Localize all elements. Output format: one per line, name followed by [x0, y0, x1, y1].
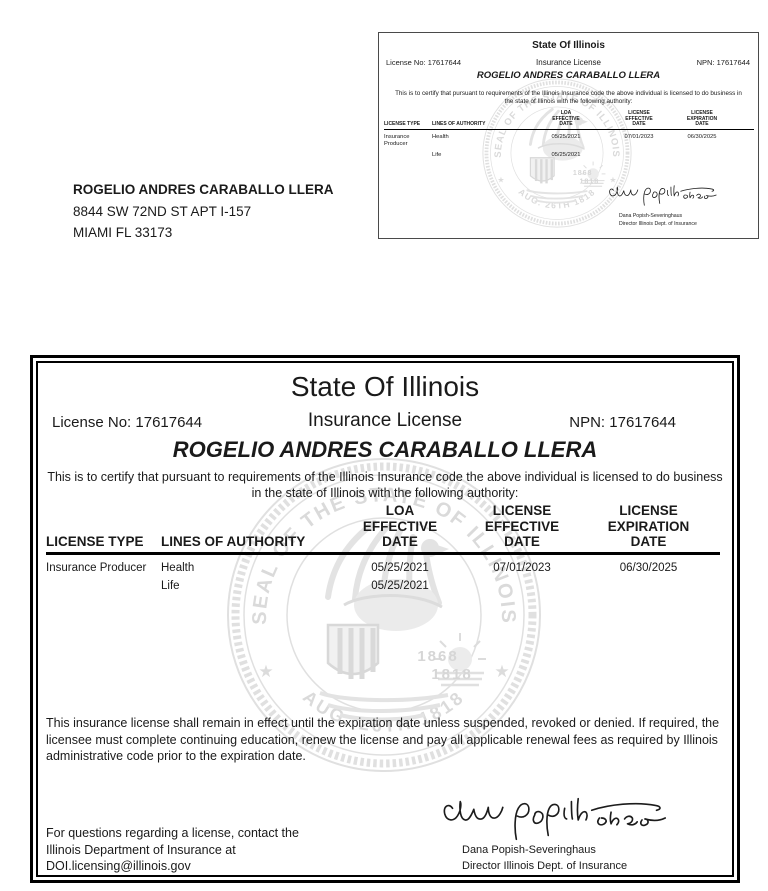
cert-authority-table [46, 503, 720, 593]
card-state-title: State Of Illinois [532, 40, 605, 51]
cert-state-title: State Of Illinois [290, 371, 480, 402]
card-col-loa-effective-date: LOA EFFECTIVE DATE [552, 110, 580, 128]
card-license-number: License No: 17617644 [386, 58, 462, 67]
license-certificate-large [30, 355, 740, 883]
cert-table-header [46, 503, 720, 550]
cert-contact-line1: For questions regarding a license, contact the [46, 826, 299, 840]
card-npn: NPN: 17617644 [696, 58, 750, 67]
cert-table-rule [46, 552, 720, 555]
cert-npn: NPN: 17617644 [569, 414, 676, 431]
card-col-license-type: LICENSE TYPE [384, 121, 421, 128]
cert-license-number: License No: 17617644 [52, 414, 203, 431]
card-holder-name: ROGELIO ANDRES CARABALLO LLERA [476, 70, 661, 81]
certificate-inner-frame [36, 361, 734, 877]
cert-disclaimer-text: This insurance license shall remain in effect until the expiration date unless suspended, revoked or denied. If required, the licensee must complete continuing education, renew the license and pay all applicable renewal fees as required by Illinois administrative code prior to the expiration date. [46, 716, 720, 763]
card-signer-name: Dana Popish-Severinghaus [619, 213, 683, 219]
cert-table-row: Insurance Producer Health 05/25/2021 07/01/2023 06/30/2025 [46, 561, 678, 574]
director-signature-large [436, 789, 674, 847]
card-doc-type: Insurance License [536, 58, 601, 67]
card-signer-title: Director Illinois Dept. of Insurance [619, 220, 697, 227]
cert-contact-block [46, 825, 299, 875]
card-col-license-effective-date: LICENSE EFFECTIVE DATE [625, 110, 653, 128]
card-table-row: Insurance Producer Health 05/25/2021 07/01/2023 06/30/2025 [384, 134, 717, 148]
cert-col-lines-of-authority: LINES OF AUTHORITY [161, 534, 306, 549]
cert-signer-name: Dana Popish-Severinghaus [462, 844, 596, 856]
cert-col-license-expiration-date: LICENSE EXPIRATION DATE [607, 503, 690, 549]
cert-contact-email: DOI.licensing@illinois.gov [46, 859, 191, 873]
cert-col-license-type: LICENSE TYPE [46, 534, 144, 549]
cert-col-license-effective-date: LICENSE EFFECTIVE DATE [484, 503, 560, 549]
card-authority-table [384, 111, 754, 159]
cert-certify-text: This is to certify that pursuant to requirements of the Illinois Insurance code the above individual is licensed to do business in the state of Illinois with the following authority: [47, 470, 723, 500]
cert-signer-title: Director Illinois Dept. of Insurance [462, 860, 628, 872]
recipient-address-block [73, 179, 334, 244]
cert-holder-name: ROGELIO ANDRES CARABALLO LLERA [172, 437, 598, 462]
cert-doc-type: Insurance License [307, 410, 463, 431]
director-signature-small [607, 181, 719, 209]
card-table-row: Life 05/25/2021 [432, 152, 581, 159]
recipient-city-state-zip: MIAMI FL 33173 [73, 225, 173, 240]
license-card-small [378, 32, 759, 239]
card-certify-text: This is to certify that pursuant to requirements of the Illinois Insurance code the above individual is licensed to do business in the state of Illinois with the following authority: [395, 90, 742, 105]
card-table-header [384, 111, 754, 128]
cert-contact-line2: Illinois Department of Insurance at [46, 842, 236, 857]
card-col-lines-of-authority: LINES OF AUTHORITY [432, 121, 486, 128]
cert-table-row: Life 05/25/2021 [161, 579, 429, 592]
recipient-street: 8844 SW 72ND ST APT I-157 [73, 203, 252, 219]
cert-col-loa-effective-date: LOA EFFECTIVE DATE [362, 503, 438, 549]
card-table-rule [384, 129, 754, 131]
card-col-license-expiration-date: LICENSE EXPIRATION DATE [686, 110, 718, 128]
card-signer-block [619, 213, 697, 228]
recipient-name: ROGELIO ANDRES CARABALLO LLERA [73, 182, 334, 197]
